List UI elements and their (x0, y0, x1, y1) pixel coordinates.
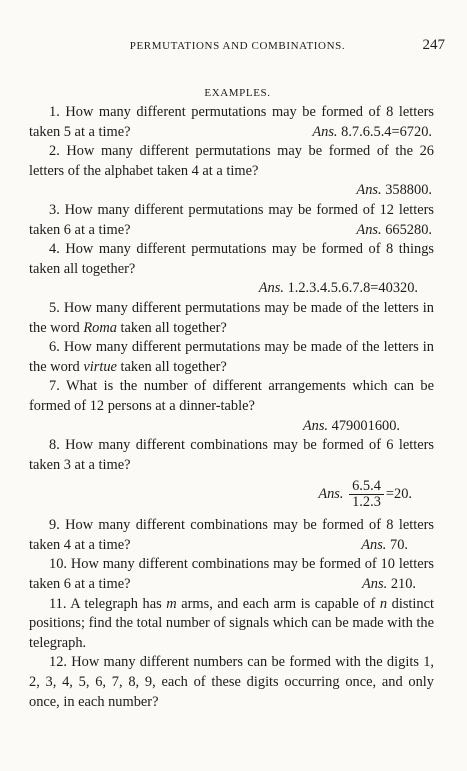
example-11 (29, 595, 434, 654)
examples-list (29, 103, 434, 712)
question-text: distinct positions; find the total number of signals which can be made with the telegraph. (29, 595, 435, 651)
running-head: PERMUTATIONS AND COMBINATIONS. (129, 40, 346, 52)
example-10 (29, 555, 434, 594)
example-6 (29, 338, 434, 377)
answer-value: 358800. (385, 182, 432, 199)
answer-label: Ans. (362, 576, 388, 593)
example-4 (29, 240, 434, 299)
answer-label: Ans. (312, 123, 338, 140)
answer (29, 479, 434, 510)
question-text: 5. How many different permutations may be made of the letters in the word (29, 299, 434, 336)
answer-value: 479001600. (331, 417, 400, 434)
answer-value: 8.7.6.5.4=6720. (341, 123, 432, 140)
word-virtue: virtue (83, 358, 117, 375)
answer (341, 536, 434, 556)
question-text: 10. How many different combinations may be formed of 10 letters taken 6 at a time? (29, 556, 434, 593)
answer (29, 417, 434, 437)
question-text: 3. How many different permutations may be formed of 12 letters taken 6 at a time? (29, 201, 434, 238)
word-roma: Roma (83, 319, 117, 336)
variable-m: m (166, 595, 177, 612)
answer-value: 70. (390, 536, 408, 553)
answer-value: 1.2.3.4.5.6.7.8=40320. (287, 280, 418, 297)
example-1 (29, 103, 434, 142)
answer-value: =20. (385, 486, 412, 503)
example-question (29, 516, 434, 555)
answer-label: Ans. (361, 536, 387, 553)
question-text: 11. A telegraph has (49, 595, 167, 612)
example-12 (29, 653, 434, 712)
section-title: EXAMPLES. (204, 87, 271, 99)
example-question (29, 595, 434, 654)
question-text: 1. How many different permutations may be formed of 8 letters taken 5 at a time? (29, 104, 434, 140)
question-text: taken all together? (116, 319, 227, 336)
example-question: 7. What is the number of different arrangements which can be formed of 12 persons at a dinner-table? (29, 378, 434, 414)
answer-label: Ans. (356, 221, 382, 238)
answer (336, 221, 434, 241)
example-question (29, 103, 434, 142)
page-number: 247 (422, 37, 445, 53)
answer (342, 575, 434, 595)
answer-value: 665280. (385, 221, 432, 238)
answer-label: Ans. (302, 417, 329, 434)
example-2 (29, 142, 434, 201)
answer (29, 279, 434, 299)
answer-label: Ans. (356, 182, 382, 199)
example-question: 8. How many different combinations may be formed of 6 letters taken 3 at a time? (29, 437, 434, 473)
example-question: 12. How many different numbers can be formed with the digits 1, 2, 3, 4, 5, 6, 7, 8, 9, each of these digits occurring once, and only once, in each number? (29, 654, 434, 710)
question-text: 6. How many different permutations may be made of the letters in the word (29, 339, 434, 375)
example-9 (29, 516, 434, 555)
fraction-numerator: 6.5.4 (349, 479, 384, 495)
answer-label: Ans. (318, 486, 344, 503)
answer-label: Ans. (258, 280, 284, 297)
question-text: taken all together? (116, 358, 227, 375)
example-8 (29, 436, 434, 510)
example-question (29, 299, 434, 338)
answer-value: 210. (390, 576, 416, 593)
question-text: 9. How many different combinations may be formed of 8 letters taken 4 at a time? (29, 517, 434, 553)
question-text: arms, and each arm is capable of (176, 595, 380, 612)
example-5 (29, 299, 434, 338)
example-question: 4. How many different permutations may be formed of 8 things taken all together? (29, 241, 434, 277)
example-7 (29, 377, 434, 436)
fraction-denominator: 1.2.3 (352, 494, 381, 511)
example-3 (29, 201, 434, 240)
answer (292, 123, 434, 143)
example-question (29, 201, 434, 240)
page-header (30, 37, 445, 57)
variable-n: n (379, 595, 388, 612)
example-question: 2. How many different permutations may be formed of the 26 letters of the alphabet taken 4 at a time? (29, 143, 434, 179)
example-question (29, 555, 434, 594)
example-question (29, 338, 434, 377)
answer-fraction (349, 479, 384, 510)
answer (29, 181, 434, 201)
